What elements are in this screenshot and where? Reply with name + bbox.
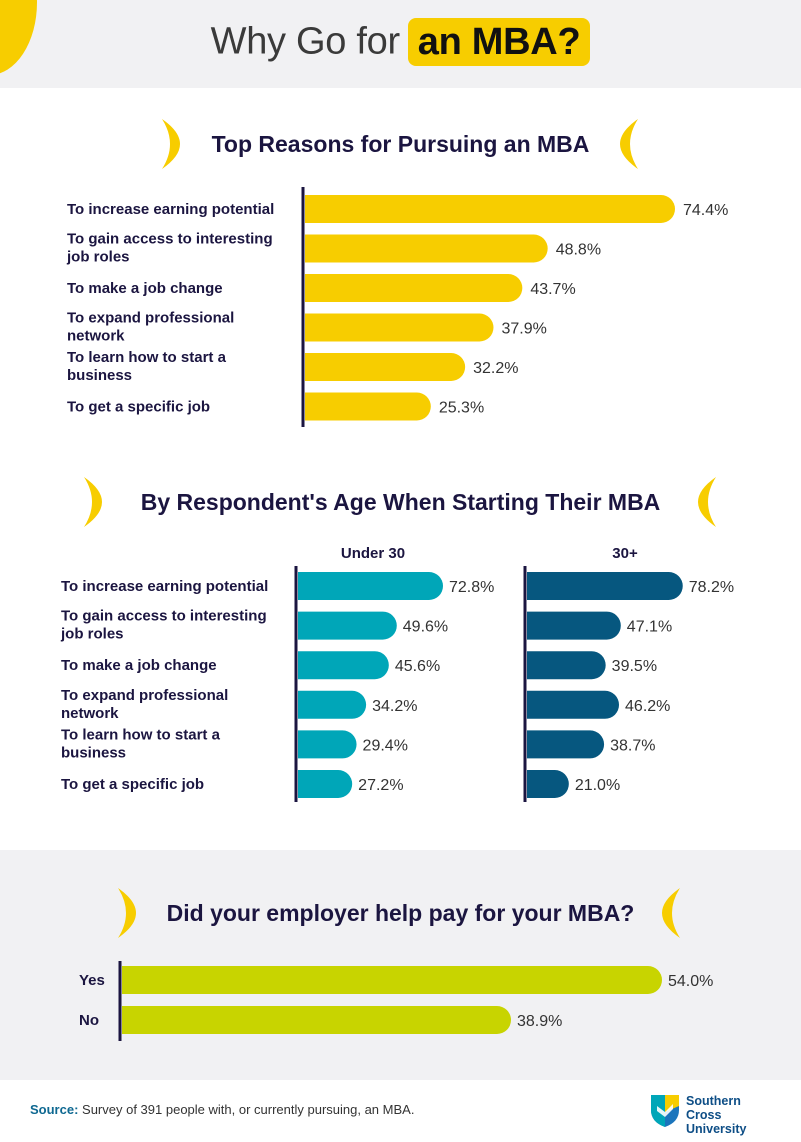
chart2-bar [298,612,397,640]
chart2-value-label: 47.1% [626,618,673,636]
shield-logo-icon [648,1092,682,1128]
crescent-right-icon [648,886,684,940]
source-label: Source: [30,1102,79,1117]
chart1-bar [305,353,465,381]
chart1-value-label: 25.3% [438,399,485,417]
chart1-value-label: 32.2% [473,360,519,377]
chart2-bar [527,691,619,719]
chart1-category-label: To make a job change [67,280,223,297]
chart2-series-header: Under 30 [340,545,406,562]
chart2-value-label: 38.7% [610,737,656,755]
chart1-category-label: To expand professional network [67,309,235,345]
chart2-category-label: To increase earning potential [61,578,269,595]
chart2-value-label: 39.5% [611,658,658,676]
chart1-title: Top Reasons for Pursuing an MBA [211,131,590,157]
chart2-value-label: 34.2% [372,697,418,715]
chart1-bar [305,393,431,421]
chart1-bar [305,195,675,223]
logo-line1: Southern Cross [686,1094,741,1122]
crescent-right-icon [684,475,720,529]
chart2-category-label: To get a specific job [61,776,205,793]
chart-by-age [0,540,801,810]
chart3-title: Did your employer help pay for your MBA? [166,900,635,926]
chart1-value-label: 43.7% [530,281,576,298]
chart2-value-label: 29.4% [362,737,408,755]
chart2-value-label: 49.6% [402,618,449,636]
header-banner [0,0,801,88]
chart1-category-label: To get a specific job [67,398,211,416]
chart2-bar [298,730,357,758]
chart2-category-label: To gain access to interesting job roles [61,607,267,643]
chart2-bar [298,770,352,798]
chart2-category-label: To expand professional network [61,686,229,722]
university-logo [648,1092,778,1136]
source-note [30,1102,414,1117]
source-text: Survey of 391 people with, or currently pursuing, an MBA. [82,1102,415,1117]
chart2-bar [527,572,683,600]
chart2-bar [527,770,569,798]
title-plain-text: Why Go for [210,20,400,63]
chart2-bar [298,572,443,600]
chart2-category-label: To make a job change [61,657,217,675]
chart3-value-label: 54.0% [668,973,714,990]
chart2-bar [298,691,366,719]
chart-top-reasons [0,185,801,435]
page-title [0,18,801,66]
crescent-right-icon [606,117,642,171]
chart2-value-label: 46.2% [625,697,671,715]
chart2-value-label: 72.8% [449,579,495,596]
chart3-category-label: Yes [79,972,105,989]
chart1-value-label: 37.9% [501,320,547,338]
chart3-value-label: 38.9% [517,1013,563,1030]
logo-line2: University [686,1122,747,1136]
chart2-value-label: 78.2% [688,579,735,596]
chart2-bar [527,651,606,679]
chart2-series-header: 30+ [612,545,638,562]
chart3-bar [122,966,662,994]
title-highlight-text: an MBA? [408,18,591,66]
chart2-bar [527,612,621,640]
chart2-title: By Respondent's Age When Starting Their MBA [140,489,661,515]
chart-employer-help [0,955,801,1050]
chart1-bar [305,314,493,342]
chart2-category-label: To learn how to start a business [61,726,220,762]
chart3-bar [122,1006,511,1034]
chart1-bar [305,274,522,302]
chart3-category-label: No [79,1012,99,1029]
chart1-category-label: To learn how to start a business [67,349,226,384]
chart2-bar [527,730,604,758]
chart1-category-label: To increase earning potential [67,201,275,218]
chart2-value-label: 21.0% [574,777,621,794]
chart1-value-label: 48.8% [555,241,602,259]
chart1-bar [305,235,548,263]
chart1-category-label: To gain access to interesting job roles [67,230,273,266]
chart2-value-label: 45.6% [394,658,441,676]
chart1-value-label: 74.4% [683,202,729,219]
chart2-bar [298,651,389,679]
chart2-value-label: 27.2% [358,777,404,794]
